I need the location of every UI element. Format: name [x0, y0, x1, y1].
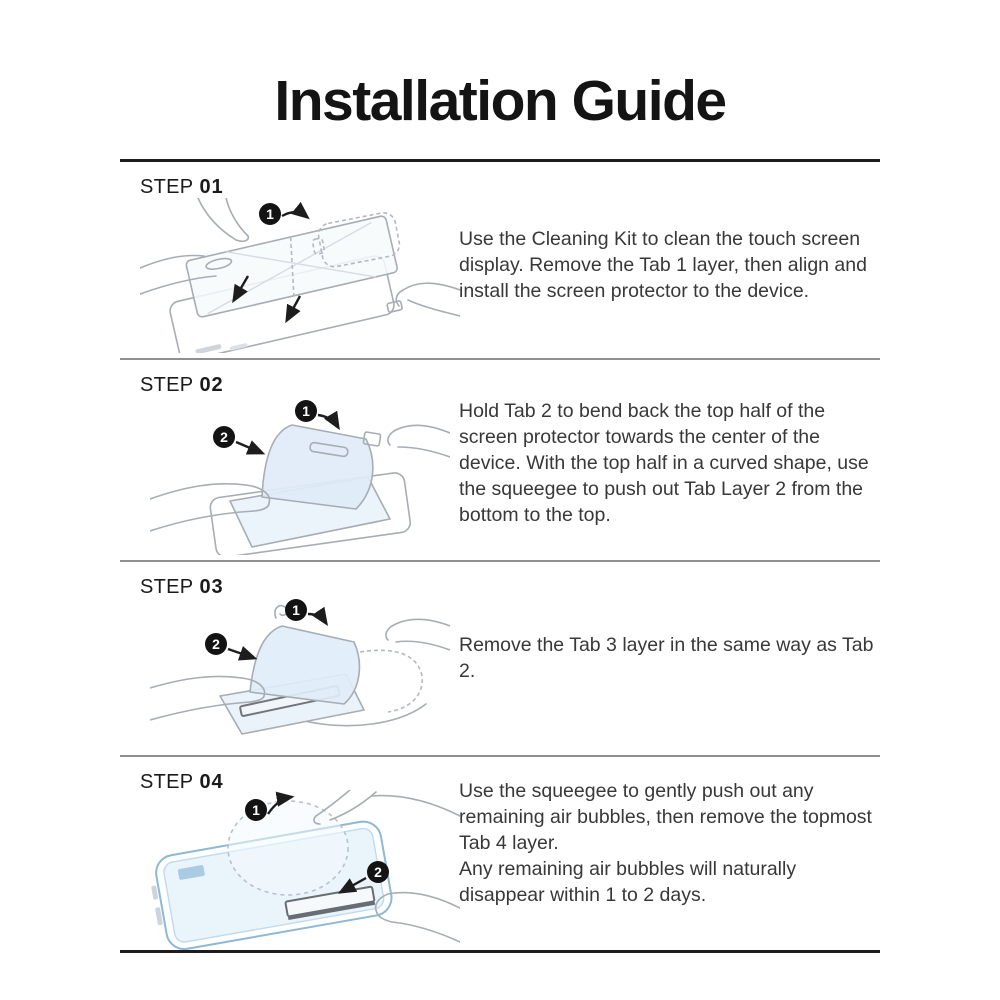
badge-2-icon [205, 633, 227, 655]
step-4-illustration [140, 790, 460, 950]
down-arrow-icon [287, 296, 300, 320]
remove-tab-3-illustration-icon [150, 592, 450, 737]
badge-1-arrow-icon [308, 614, 326, 623]
step-1-number: 01 [199, 176, 224, 198]
hand-right-icon [387, 283, 460, 316]
badge-1-icon [259, 203, 281, 225]
svg-text:2: 2 [220, 429, 228, 445]
svg-text:2: 2 [212, 636, 220, 652]
step-1-paragraph: Use the Cleaning Kit to clean the touch screen display. Remove the Tab 1 layer, then align and install the screen protector to the device. [459, 228, 867, 302]
badge-2-arrow-icon [236, 442, 262, 453]
protector-folded-half-icon [262, 425, 381, 509]
step-3-paragraph: Remove the Tab 3 layer in the same way as Tab 2. [459, 634, 874, 682]
badge-1-icon [285, 599, 307, 621]
hand-top-right-icon [386, 619, 450, 650]
step-4-number: 04 [199, 771, 224, 793]
bottom-frame-rule [120, 950, 880, 953]
svg-text:1: 1 [252, 802, 260, 818]
svg-text:2: 2 [374, 864, 382, 880]
step-2-number: 02 [199, 374, 224, 396]
svg-text:1: 1 [266, 206, 274, 222]
step-4-label-word: STEP [140, 771, 194, 793]
top-frame-rule [120, 159, 880, 162]
step-3-label-word: STEP [140, 576, 194, 598]
step-3-number: 03 [199, 576, 224, 598]
section-rule-2 [120, 358, 880, 360]
badge-1-icon [245, 799, 267, 821]
bend-top-half-illustration-icon [150, 395, 450, 555]
lifted-film-dashed-icon [228, 801, 348, 895]
step-4-paragraph: Use the squeegee to gently push out any remaining air bubbles, then remove the topmost Tab 4 layer. [459, 780, 872, 854]
step-2-paragraph: Hold Tab 2 to bend back the top half of the screen protector towards the center of the device. With the top half in a curved shape, use the squeegee to push out Tab Layer 2 from the bottom to the top. [459, 400, 869, 526]
step-1-label-word: STEP [140, 176, 194, 198]
step-2-label [140, 374, 224, 397]
section-rule-3 [120, 560, 880, 562]
badge-2-arrow-icon [228, 649, 254, 658]
section-rule-4 [120, 755, 880, 757]
step-1-text [459, 226, 887, 304]
step-1-illustration [140, 198, 460, 353]
step-2-illustration [150, 395, 450, 555]
step-1-label [140, 176, 224, 199]
badge-1-icon [295, 400, 317, 422]
align-protector-illustration-icon [140, 198, 460, 353]
svg-text:1: 1 [292, 602, 300, 618]
badge-1-arrow-icon [282, 212, 307, 217]
step-4-text [459, 778, 887, 908]
badge-2-icon [213, 426, 235, 448]
hand-top-right-icon [388, 425, 450, 457]
page-title: Installation Guide [274, 69, 726, 134]
badge-1-arrow-icon [318, 415, 338, 427]
step-3-illustration [150, 592, 450, 737]
badge-2-icon [367, 861, 389, 883]
step-2-text [459, 398, 887, 528]
step-3-text [459, 632, 887, 684]
remove-top-layer-illustration-icon [140, 790, 460, 950]
step-2-label-word: STEP [140, 374, 194, 396]
step-4-paragraph-2: Any remaining air bubbles will naturally disappear within 1 to 2 days. [459, 858, 797, 906]
dashed-layer-icon [360, 650, 422, 712]
protector-folded-half-icon [250, 626, 359, 704]
screen-protector-icon [185, 215, 398, 318]
svg-text:1: 1 [302, 403, 310, 419]
